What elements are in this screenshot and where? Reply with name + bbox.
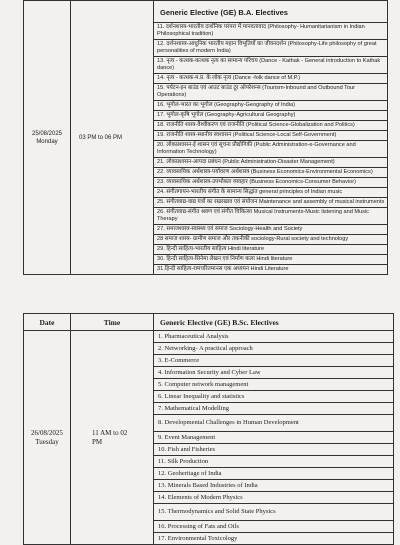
bsc-electives-table [23, 313, 394, 545]
list-item: 24. संगीतगायन-भारतीय संगीत के सामान्य सिद्धांत general principles of Indian music [154, 187, 387, 197]
exam-time: 03 PM to 06 PM [79, 134, 123, 141]
exam-day: Monday [36, 138, 58, 145]
list-item: 7. Mathematical Modelling [154, 402, 393, 414]
list-item: 4. Information Security and Cyber Law [154, 366, 393, 378]
list-item: 12. दर्शनशास्त्र-आधुनिक भारतीय महान विभूतियों का जीवनदर्शन (Philosophy-Life philosophy of great personalities of modern India) [154, 39, 387, 56]
list-item: 19. राजनीति शास्त्र-स्थानीय स्वशासन (Political Science-Local Self-Government) [154, 130, 387, 140]
date-cell [24, 1, 71, 275]
bsc-electives-list [154, 331, 393, 544]
list-item: 1. Pharmaceutical Analysis [158, 333, 229, 340]
list-item: 5. Computer network management [154, 378, 393, 390]
list-item: 23. व्यावसायिक अर्थशास्त्र-उपभोक्ता व्यवहार (Business Economics-Consumer Behavior) [154, 177, 387, 187]
list-item: 27. समाजशास्त्र-स्वास्थ्य एवं समाज Sociology-Health and Society [154, 224, 387, 234]
list-item: 8. Developmental Challenges in Human Development [154, 414, 393, 431]
list-item: 11. Silk Production [154, 455, 393, 467]
list-item: 30. हिन्दी साहित्य-सिनेमा लेखन एवं निर्माण कला Hindi literature [154, 254, 387, 264]
list-item: 12. Geoheritage of India [154, 467, 393, 479]
exam-day: Tuesday [35, 437, 59, 446]
list-item: 13. नृत्य - कत्थक-कत्थक नृत्य का सामान्य परिचय (Dance - Kathak - General introduction to Kathak dance) [154, 56, 387, 73]
list-item: 15. पर्यटन-इन बाउंड एवं आउट बाउंड टूर ऑपरेशन्स (Tourism-Inbound and Outbound Tour Operations) [154, 83, 387, 100]
list-item: 25. संगीतवाद्य-वाद्य यंत्रों का रखरखाव एवं संयोजन Maintenance and assembly of musical instruments [154, 197, 387, 207]
ba-electives-list [154, 22, 387, 274]
list-item: 31.हिन्दी साहित्य-रामचरितमानस एक अध्ययन Hindi Literature [154, 264, 387, 274]
list-item: 9. Event Management [154, 431, 393, 443]
list-item: 16. Processing of Fats and Oils [154, 520, 393, 532]
list-item: 21. लोकप्रशासन-आपदा प्रबंधन (Public Administration-Disaster Management) [154, 157, 387, 167]
list-item: 28 समाज शास्त्र- ग्रामीण समाज और तकनीकी sociology-Rural society and technology [154, 234, 387, 244]
list-item: 6. Linear Inequality and statistics [154, 390, 393, 402]
subjects-cell [154, 1, 388, 275]
time-header: Time [71, 314, 154, 331]
list-item: 3. E-Commerce [154, 354, 393, 366]
list-item: 26. संगीतवाद्य-संगीत श्रवण एवं संगीत चिकित्सा Musical Instruments-Music listening and Music Therapy [154, 207, 387, 224]
list-item: 17. भूगोल-कृषि भूगोल (Geography-Agricultural Geography) [154, 110, 387, 120]
bsc-electives-heading: Generic Elective (GE) B.Sc. Electives [154, 314, 394, 331]
list-item: 18. राजनीति शास्त्र-वैश्वीकरण एवं राजनीति (Political Science-Globalization and Politics) [154, 120, 387, 130]
list-item: 11. दर्शनशास्त्र-भारतीय दार्शनिक परंपरा में मानवतावाद (Philosophy- Humanitarianism in Indian Philosophical tradition) [157, 24, 365, 37]
list-item: 10. Fish and Fisheries [154, 443, 393, 455]
list-item: 14. नृत्य - कत्थक-म.प्र. के लोक नृत्य (Dance -folk dance of M.P.) [154, 73, 387, 83]
ba-electives-heading: Generic Elective (GE) B.A. Electives [160, 8, 288, 17]
exam-time: 11 AM to 02 PM [92, 428, 128, 446]
list-item: 29. हिन्दी साहित्य-भारतीय साहित्य Hindi literature [154, 244, 387, 254]
time-cell [71, 1, 154, 275]
subjects-cell [154, 331, 394, 545]
date-cell [24, 331, 71, 545]
ba-electives-table [23, 0, 388, 275]
list-item: 16. भूगोल-भारत का भूगोल (Geography-Geography of India) [154, 100, 387, 110]
list-item: 17. Environmental Toxicology [154, 532, 393, 544]
date-header: Date [24, 314, 71, 331]
list-item: 15. Thermodynamics and Solid State Physics [154, 503, 393, 520]
list-item: 13. Minerals Based Industries of India [154, 479, 393, 491]
list-item: 14. Elements of Modern Physics [154, 491, 393, 503]
exam-date: 25/08/2025 [31, 130, 63, 137]
exam-date: 26/08/2025 [31, 428, 63, 437]
time-cell [71, 331, 154, 545]
list-item: 20. लोकप्रशासन-ई शासन एवं सूचना प्रौद्योगिकी (Public Administration-e-Governance and Information Technology) [154, 140, 387, 157]
list-item: 2. Networking- A practical approach [154, 342, 393, 354]
list-item: 22. व्यावसायिक अर्थशास्त्र-पर्यावरण अर्थशास्त्र (Business Economics-Environmental Economics) [154, 167, 387, 177]
